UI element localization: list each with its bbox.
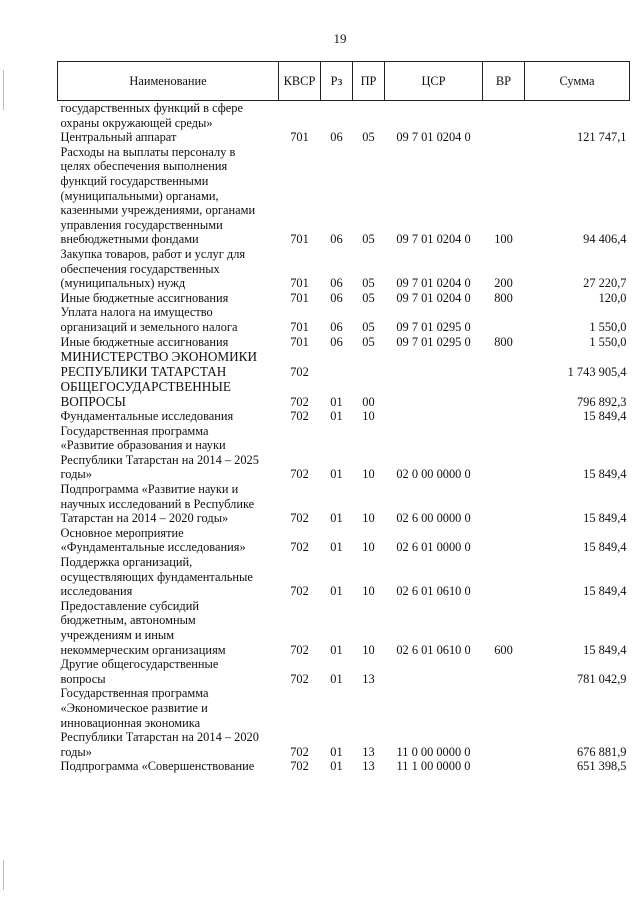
cell-name: Фундаментальные исследования [60, 409, 234, 424]
cell-vr: 800 [494, 334, 513, 349]
cell-csr: 09 7 01 0295 0 [396, 334, 471, 349]
cell-name: Иные бюджетные ассигнования [60, 290, 229, 305]
table-row [58, 409, 630, 424]
cell-kvsr: 701 [290, 319, 309, 334]
cell-name: Подпрограмма «Развитие науки и научных исследований в Республике Татарстан на 2014 – 2020 годы» [60, 482, 255, 526]
cell-sum: 120,0 [598, 290, 627, 305]
table-body [58, 101, 630, 774]
cell-sum: 781 042,9 [576, 671, 627, 686]
cell-name: ОБЩЕГОСУДАРСТВЕННЫЕ ВОПРОСЫ [60, 379, 231, 410]
cell-sum: 676 881,9 [576, 744, 627, 759]
cell-kvsr: 702 [290, 409, 309, 424]
budget-table [57, 61, 630, 774]
cell-vr [483, 424, 525, 482]
cell-pr: 05 [362, 276, 375, 291]
cell-vr [483, 379, 525, 409]
cell-csr: 09 7 01 0295 0 [396, 319, 471, 334]
cell-vr [483, 305, 525, 334]
cell-name: Государственная программа «Развитие образования и науки Республики Татарстан на 2014 – 2025 годы» [60, 423, 259, 482]
cell-name: МИНИСТЕРСТВО ЭКОНОМИКИ РЕСПУБЛИКИ ТАТАРСТАН [60, 349, 257, 380]
cell-name: Предоставление субсидий бюджетным, автономным учреждениям и иным некоммерческим организациям [60, 598, 226, 657]
cell-name: Закупка товаров, работ и услуг для обеспечения государственных (муниципальных) нужд [60, 246, 246, 291]
cell-name: Расходы на выплаты персоналу в целях обеспечения выполнения функций государственными (муниципальными) органами, казенными учреждениями, органами управления государственными внебюджетными фондами [60, 144, 256, 247]
cell-rz: 01 [330, 642, 343, 657]
table-row [58, 145, 630, 247]
cell-vr: 200 [494, 276, 513, 291]
cell-sum: 15 849,4 [583, 540, 627, 555]
cell-rz: 06 [330, 232, 343, 247]
table-row [58, 379, 630, 409]
cell-sum: 15 849,4 [583, 409, 627, 424]
cell-pr: 05 [362, 290, 375, 305]
cell-kvsr: 702 [290, 759, 309, 774]
cell-pr: 10 [362, 584, 375, 599]
cell-pr: 10 [362, 540, 375, 555]
cell-kvsr: 702 [290, 540, 309, 555]
cell-vr [483, 526, 525, 555]
cell-pr: 05 [362, 334, 375, 349]
cell-csr: 02 6 01 0610 0 [396, 584, 471, 599]
cell-kvsr: 701 [290, 130, 309, 145]
table-row [58, 657, 630, 686]
header-sum: Сумма [525, 62, 630, 101]
scan-edge-mark [3, 860, 4, 890]
cell-csr: 11 1 00 0000 0 [396, 759, 471, 774]
cell-sum: 15 849,4 [583, 467, 627, 482]
table-row [58, 335, 630, 350]
cell-kvsr: 702 [290, 394, 309, 409]
cell-rz: 01 [330, 409, 343, 424]
cell-sum: 15 849,4 [583, 642, 627, 657]
cell-sum: 15 849,4 [583, 584, 627, 599]
cell-pr: 13 [362, 671, 375, 686]
cell-rz [321, 349, 353, 379]
cell-csr: 02 0 00 0000 0 [396, 467, 471, 482]
cell-kvsr: 702 [290, 364, 309, 379]
header-kvsr: КВСР [279, 62, 321, 101]
cell-rz: 06 [330, 334, 343, 349]
cell-csr [385, 349, 483, 379]
cell-pr: 13 [362, 744, 375, 759]
cell-vr [483, 130, 525, 145]
cell-sum: 121 747,1 [576, 130, 627, 145]
cell-rz: 01 [330, 759, 343, 774]
cell-rz: 01 [330, 394, 343, 409]
cell-pr [353, 101, 385, 131]
cell-rz: 06 [330, 130, 343, 145]
cell-csr [385, 379, 483, 409]
cell-pr: 10 [362, 642, 375, 657]
table-row [58, 424, 630, 482]
cell-pr: 00 [362, 394, 375, 409]
cell-rz [321, 101, 353, 131]
cell-csr: 02 6 01 0000 0 [396, 540, 471, 555]
cell-csr [385, 409, 483, 424]
page-number: 19 [333, 31, 347, 46]
cell-rz: 01 [330, 540, 343, 555]
table-row [58, 555, 630, 599]
cell-kvsr: 702 [290, 744, 309, 759]
table-row [58, 305, 630, 334]
cell-rz: 01 [330, 584, 343, 599]
table-row [58, 482, 630, 526]
table-row [58, 247, 630, 291]
cell-vr [483, 657, 525, 686]
cell-vr [483, 555, 525, 599]
cell-vr [483, 759, 525, 774]
cell-vr [483, 409, 525, 424]
cell-name: Основное мероприятие «Фундаментальные исследования» [60, 525, 246, 555]
cell-sum: 15 849,4 [583, 511, 627, 526]
cell-csr [385, 101, 483, 131]
cell-pr: 05 [362, 232, 375, 247]
table-row [58, 291, 630, 306]
cell-rz: 01 [330, 671, 343, 686]
cell-kvsr: 702 [290, 642, 309, 657]
cell-pr: 10 [362, 467, 375, 482]
cell-kvsr: 701 [290, 290, 309, 305]
cell-csr: 09 7 01 0204 0 [396, 276, 471, 291]
table-row [58, 101, 630, 131]
cell-rz: 01 [330, 744, 343, 759]
cell-vr: 600 [494, 642, 513, 657]
cell-name: Поддержка организаций, осуществляющих фундаментальные исследования [60, 555, 253, 599]
cell-kvsr: 702 [290, 467, 309, 482]
cell-rz: 06 [330, 290, 343, 305]
cell-rz: 06 [330, 319, 343, 334]
cell-rz: 01 [330, 467, 343, 482]
cell-pr: 10 [362, 409, 375, 424]
cell-sum: 1 550,0 [589, 319, 627, 334]
cell-csr [385, 657, 483, 686]
header-pr: ПР [353, 62, 385, 101]
table-row [58, 349, 630, 379]
cell-kvsr: 702 [290, 511, 309, 526]
cell-kvsr: 701 [290, 334, 309, 349]
cell-sum: 1 743 905,4 [567, 364, 627, 379]
cell-rz: 06 [330, 276, 343, 291]
cell-csr: 09 7 01 0204 0 [396, 232, 471, 247]
cell-csr: 11 0 00 0000 0 [396, 744, 471, 759]
cell-vr [483, 686, 525, 759]
cell-name: Подпрограмма «Совершенствование [60, 759, 255, 774]
cell-sum: 651 398,5 [576, 759, 627, 774]
cell-sum: 796 892,3 [576, 394, 627, 409]
cell-pr: 05 [362, 319, 375, 334]
cell-pr: 10 [362, 511, 375, 526]
cell-pr [353, 349, 385, 379]
cell-pr: 13 [362, 759, 375, 774]
cell-name: Центральный аппарат [60, 130, 177, 145]
cell-kvsr [279, 101, 321, 131]
cell-sum: 27 220,7 [583, 276, 627, 291]
cell-name: Другие общегосударственные вопросы [60, 657, 219, 686]
table-row [58, 130, 630, 145]
cell-csr: 09 7 01 0204 0 [396, 130, 471, 145]
header-csr: ЦСР [385, 62, 483, 101]
cell-vr [483, 482, 525, 526]
cell-name: Иные бюджетные ассигнования [60, 334, 229, 349]
cell-sum: 1 550,0 [589, 334, 627, 349]
cell-kvsr: 702 [290, 584, 309, 599]
table-row [58, 526, 630, 555]
cell-sum: 94 406,4 [583, 232, 627, 247]
cell-vr [483, 349, 525, 379]
cell-vr [483, 101, 525, 131]
table-header-row [58, 62, 630, 101]
scan-edge-mark [3, 70, 4, 110]
table-row [58, 686, 630, 759]
cell-vr: 100 [494, 232, 513, 247]
cell-name: Уплата налога на имущество организаций и земельного налога [60, 305, 238, 334]
header-rz: Рз [321, 62, 353, 101]
cell-rz: 01 [330, 511, 343, 526]
header-name: Наименование [58, 62, 279, 101]
cell-csr: 02 6 01 0610 0 [396, 642, 471, 657]
cell-name: государственных функций в сфере охраны окружающей среды» [60, 101, 243, 130]
cell-csr: 09 7 01 0204 0 [396, 290, 471, 305]
cell-name: Государственная программа «Экономическое развитие и инновационная экономика Республики Татарстан на 2014 – 2020 годы» [60, 686, 259, 759]
cell-kvsr: 701 [290, 232, 309, 247]
cell-sum [525, 101, 630, 131]
cell-kvsr: 702 [290, 671, 309, 686]
cell-csr: 02 6 00 0000 0 [396, 511, 471, 526]
cell-kvsr: 701 [290, 276, 309, 291]
table-row [58, 759, 630, 774]
cell-vr: 800 [494, 290, 513, 305]
header-vr: ВР [483, 62, 525, 101]
cell-pr: 05 [362, 130, 375, 145]
table-row [58, 599, 630, 657]
